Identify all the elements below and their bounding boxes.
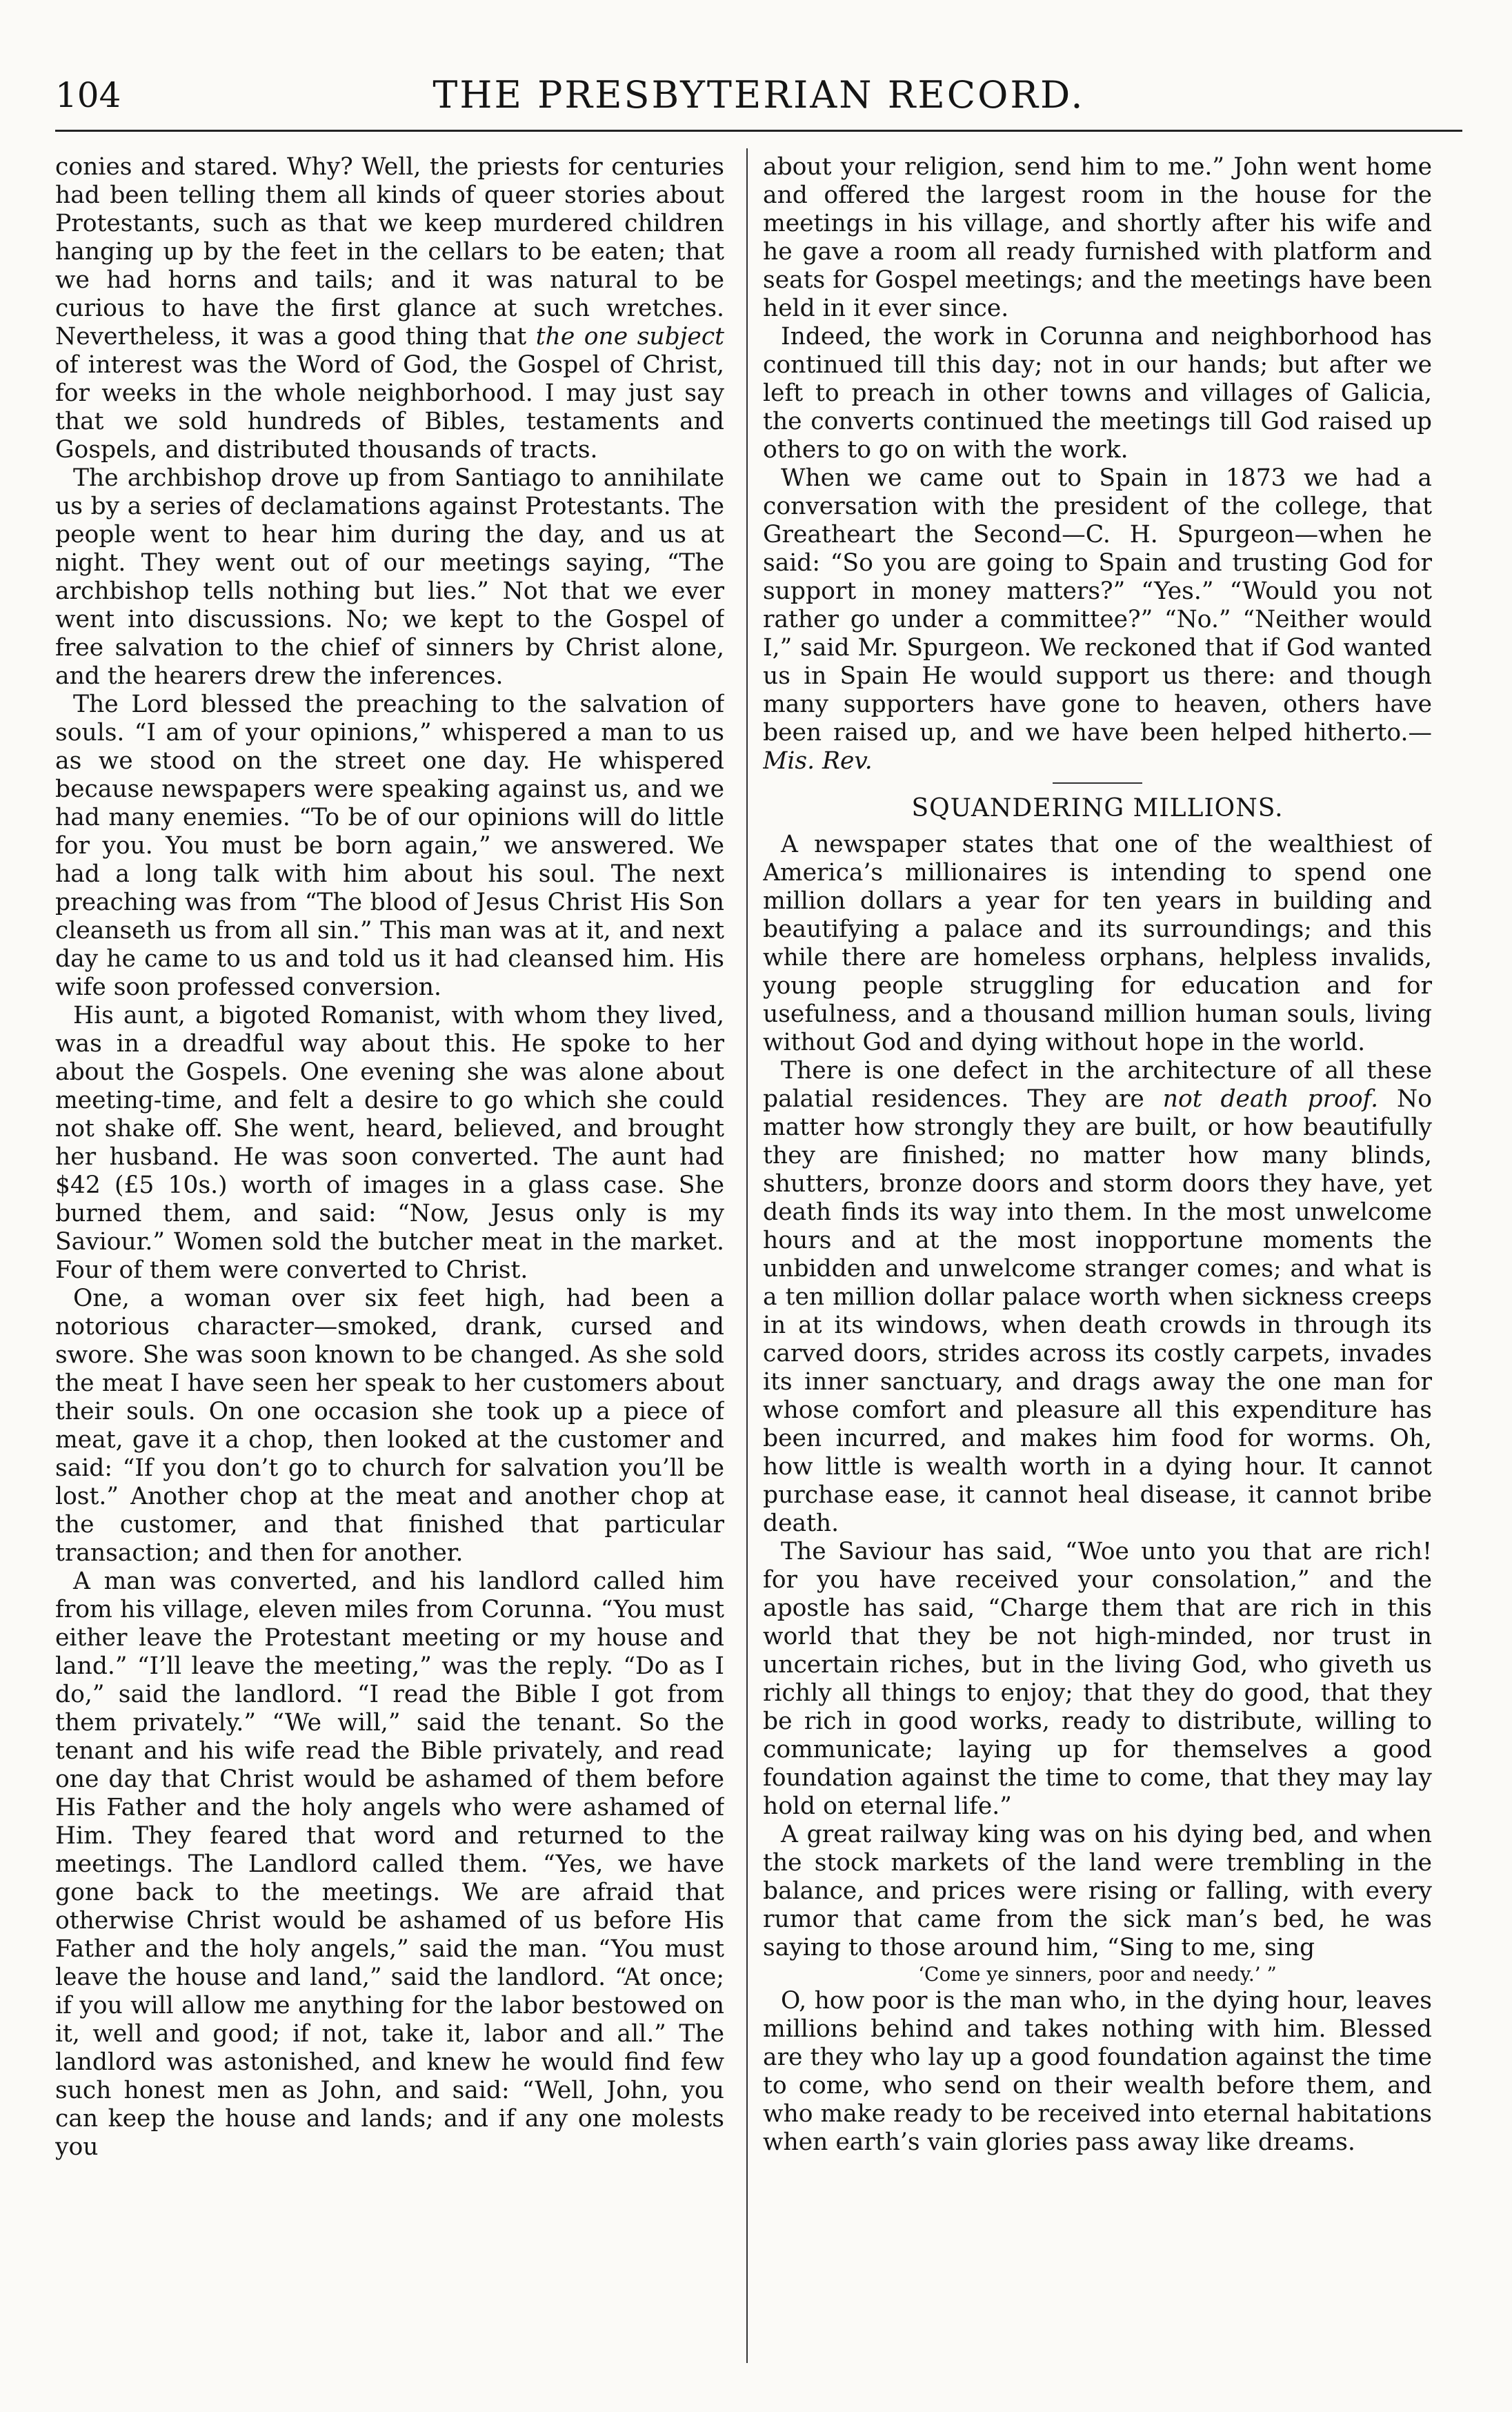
hymn-quote: ‘Come ye sinners, poor and needy.’ ” — [918, 1963, 1277, 1986]
paragraph: Indeed, the work in Corunna and neighborhood has continued till this day; not in our hands; but after we left to preach in other towns and villages of Galicia, the converts continued the meetings till God raised up others to go on with the work. — [763, 323, 1432, 464]
paragraph: O, how poor is the man who, in the dying hour, leaves millions behind and takes nothing with him. Blessed are they who lay up a good foundation against the time to come, who send on their wealth before them, and who make ready to be received into eternal habitations when earth’s vain glories pass away like dreams. — [763, 1987, 1432, 2156]
left-column — [55, 153, 724, 2361]
paragraph: His aunt, a bigoted Romanist, with whom they lived, was in a dreadful way about this. He spoke to her about the Gospels. One evening she was alone about meeting-time, and felt a desire to go which she could not shake off. She went, heard, believed, and brought her husband. He was soon converted. The aunt had $42 (£5 10s.) worth of images in a glass case. She burned them, and said: “Now, Jesus only is my Saviour.” Women sold the butcher meat in the market. Four of them were converted to Christ. — [55, 1002, 724, 1284]
paragraph: There is one defect in the architecture of all these palatial residences. They are not death proof. No matter how strongly they are built, or how beautifully they are finished; no matter how many blinds, shutters, bronze doors and storm doors they have, yet death finds its way into them. In the most unwelcome hours and at the most inopportune moments the unbidden and unwelcome stranger comes; and what is a ten million dollar palace worth when sickness creeps in at its windows, when death crowds in through its carved doors, strides across its costly carpets, invades its inner sanctuary, and drags away the one man for whose comfort and pleasure all this expenditure has been incurred, and makes him food for worms. Oh, how little is wealth worth in a dying hour. It cannot purchase ease, it cannot heal disease, it cannot bribe death. — [763, 1057, 1432, 1537]
paragraph: The archbishop drove up from Santiago to annihilate us by a series of declamations against Protestants. The people went to hear him during the day, and us at night. They went out of our meetings saying, “The archbishop tells nothing but lies.” Not that we ever went into discussions. No; we kept to the Gospel of free salvation to the chief of sinners by Christ alone, and the hearers drew the inferences. — [55, 464, 724, 690]
journal-title: THE PRESBYTERIAN RECORD. — [432, 73, 1085, 117]
paragraph: conies and stared. Why? Well, the priests for centuries had been telling them all kinds of queer stories about Protestants, such as that we keep murdered children hanging up by the feet in the cellars to be eaten; that we had horns and tails; and it was natural to be curious to have the first glance at such wretches. Nevertheless, it was a good thing that the one subject of interest was the Word of God, the Gospel of Christ, for weeks in the whole neighborhood. I may just say that we sold hundreds of Bibles, testaments and Gospels, and distributed thousands of tracts. — [55, 153, 724, 464]
paragraph: The Lord blessed the preaching to the salvation of souls. “I am of your opinions,” whispered a man to us as we stood on the street one day. He whispered because newspapers were speaking against us, and we had many enemies. “To be of our opinions will do little for you. You must be born again,” we answered. We had a long talk with him about his soul. The next preaching was from “The blood of Jesus Christ His Son cleanseth us from all sin.” This man was at it, and next day he came to us and told us it had cleansed him. His wife soon professed conversion. — [55, 691, 724, 1001]
header-rule — [55, 130, 1462, 132]
paragraph: One, a woman over six feet high, had been a notorious character—smoked, drank, cursed and swore. She was soon known to be changed. As she sold the meat I have seen her speak to her customers about their souls. On one occasion she took up a piece of meat, gave it a chop, then looked at the customer and said: “If you don’t go to church for salvation you’ll be lost.” Another chop at the meat and another chop at the customer, and that finished that particular transaction; and then for another. — [55, 1285, 724, 1567]
page-number: 104 — [55, 75, 121, 115]
column-divider — [746, 148, 748, 2363]
section-rule — [1053, 782, 1142, 784]
section-heading: SQUANDERING MILLIONS. — [911, 794, 1284, 822]
source-attribution: Mis. Rev. — [763, 747, 873, 775]
paragraph: about your religion, send him to me.” John went home and offered the largest room in the house for the meetings in his village, and shortly after his wife and he gave a room all ready furnished with platform and seats for Gospel meetings; and the meetings have been held in it ever since. — [763, 153, 1432, 322]
paragraph: When we came out to Spain in 1873 we had a conversation with the president of the college, that Greatheart the Second—C. H. Spurgeon—when he said: “So you are going to Spain and trusting God for support in money matters?” “Yes.” “Would you not rather go under a committee?” “No.” “Neither would I,” said Mr. Spurgeon. We reckoned that if God wanted us in Spain He would support us there: and though many supporters have gone to heaven, others have been raised up, and we have been helped hitherto.—Mis. Rev. — [763, 464, 1432, 775]
paragraph: A newspaper states that one of the wealthiest of America’s millionaires is intending to spend one million dollars a year for ten years in building and beautifying a palace and its surroundings; and this while there are homeless orphans, helpless invalids, young people struggling for education and for usefulness, and a thousand million human souls, living without God and dying without hope in the world. — [763, 831, 1432, 1056]
paragraph: A great railway king was on his dying bed, and when the stock markets of the land were trembling in the balance, and prices were rising or falling, with every rumor that came from the sick man’s bed, he was saying to those around him, “Sing to me, sing — [763, 1821, 1432, 1961]
paragraph: The Saviour has said, “Woe unto you that are rich! for you have received your consolation,” and the apostle has said, “Charge them that are rich in this world that they be not high-minded, nor trust in uncertain riches, but in the living God, who giveth us richly all things to enjoy; that they do good, that they be rich in good works, ready to distribute, willing to communicate; laying up for themselves a good foundation against the time to come, that they may lay hold on eternal life.” — [763, 1538, 1432, 1820]
paragraph: A man was converted, and his landlord called him from his village, eleven miles from Corunna. “You must either leave the Protestant meeting or my house and land.” “I’ll leave the meeting,” was the reply. “Do as I do,” said the landlord. “I read the Bible I got from them privately.” “We will,” said the tenant. So the tenant and his wife read the Bible privately, and read one day that Christ would be ashamed of them before His Father and the holy angels who were ashamed of Him. They feared that word and returned to the meetings. The Landlord called them. “Yes, we have gone back to the meetings. We are afraid that otherwise Christ would be ashamed of us before His Father and the holy angels,” said the man. “You must leave the house and land,” said the landlord. “At once; if you will allow me anything for the labor bestowed on it, well and good; if not, take it, labor and all.” The landlord was astonished, and knew he would find few such honest men as John, and said: “Well, John, you can keep the house and lands; and if any one molests you — [55, 1568, 724, 2161]
right-column — [763, 153, 1432, 2361]
page-header — [55, 61, 1462, 130]
